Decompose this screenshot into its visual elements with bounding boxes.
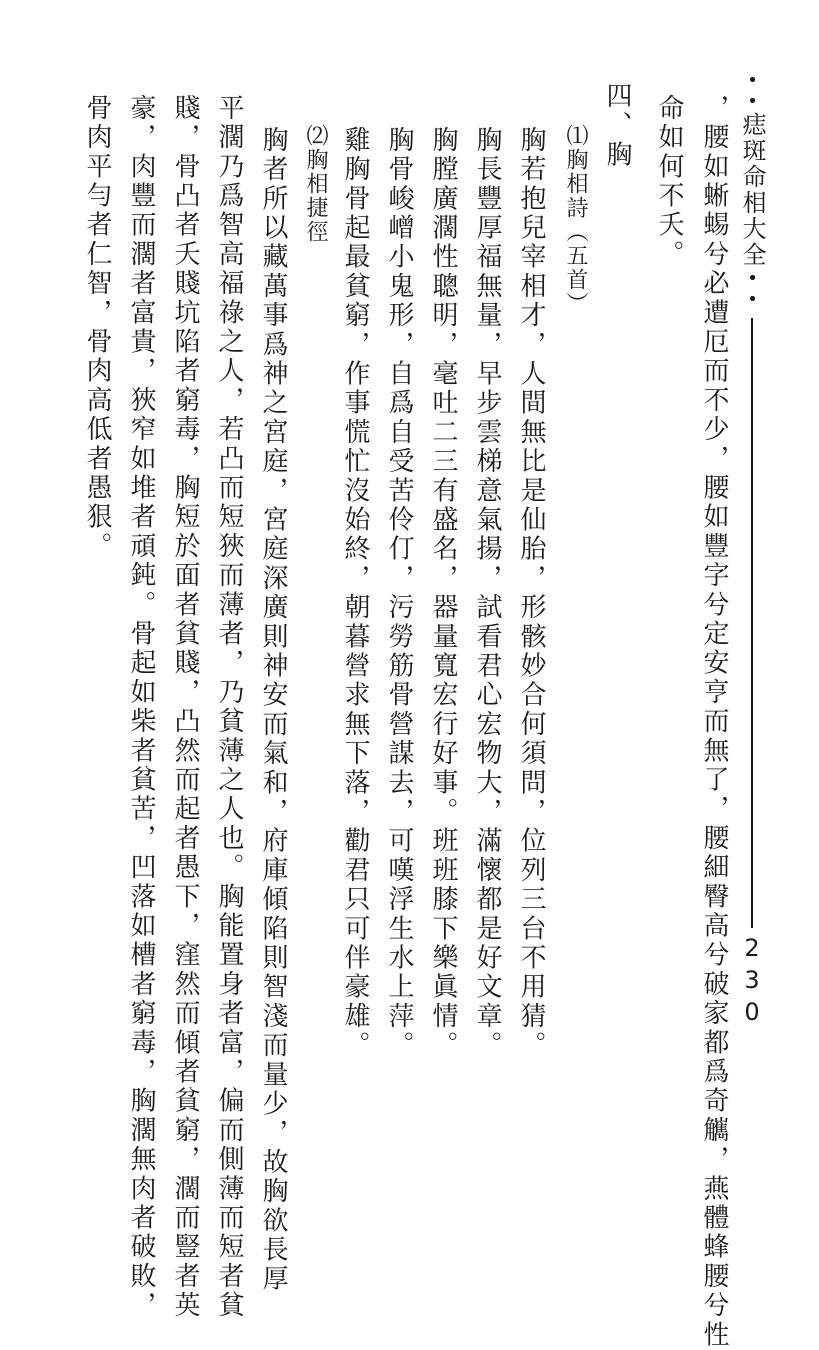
poem-line-1: 胸若抱兒宰相才，人間無比是仙胎，形骸妙合何須問，位列三台不用猜。 <box>516 126 546 1061</box>
prose-line-5: 骨肉平勻者仁智，骨肉高低者愚狠。 <box>82 94 112 562</box>
poem-line-2: 胸長豐厚福無量，早步雲梯意氣揚，試看君心宏物大，滿懷都是好文章。 <box>472 126 502 1061</box>
prose-line-3: 賤，骨凸者夭賤坑陷者窮毒，胸短於面者貧賤，凸然而起者愚下，窪然而傾者貧窮，濶而豎者英 <box>170 94 200 1321</box>
prose-line-1: 胸者所以藏萬事爲神之宮庭，宮庭深廣則神安而氣和，府庫傾陷則智淺而量少，故胸欲長厚 <box>258 126 288 1294</box>
section-heading: 四、胸 <box>602 82 632 170</box>
book-title: 痣斑命相大全 <box>738 112 766 268</box>
prose-line-2: 平濶乃爲智高福祿之人，若凸而短狹而薄者，乃貧薄之人也。胸能置身者富，偏而側薄而短者貧 <box>214 94 244 1321</box>
header-bullets-left: •• <box>742 70 763 112</box>
subsection-heading-1: ⑴胸相詩（五首） <box>563 124 588 316</box>
body-line-2: 命如何不夭。 <box>654 94 684 270</box>
page-number: 230 <box>738 934 766 1030</box>
running-header <box>738 70 766 1030</box>
poem-line-4: 胸骨峻嶒小鬼形，自爲自受苦伶仃，污勞筋骨營謀去，可嘆浮生水上萍。 <box>384 126 414 1061</box>
subsection-heading-2: ⑵胸相捷徑 <box>303 124 328 244</box>
header-bullets-right: •• <box>742 268 763 310</box>
poem-line-3: 胸膛廣濶性聰明，毫吐二三有盛名，器量寬宏行好事。班班膝下樂眞情。 <box>428 126 458 1061</box>
header-rule <box>751 318 753 928</box>
prose-line-4: 豪，肉豐而濶者富貴，狹窄如堆者頑鈍。骨起如柴者貧苦，凹落如槽者窮毒，胸濶無肉者破敗， <box>126 94 156 1321</box>
body-line-1: ，腰如蜥蜴兮必遭厄而不少，腰如豐字兮定安亨而無了，腰細臀高兮破家都爲奇觽，燕體蜂腰兮性 <box>699 94 729 1350</box>
poem-line-5: 雞胸骨起最貧窮，作事慌忙沒始終，朝暮營求無下落，勸君只可伴豪雄。 <box>340 126 370 1061</box>
